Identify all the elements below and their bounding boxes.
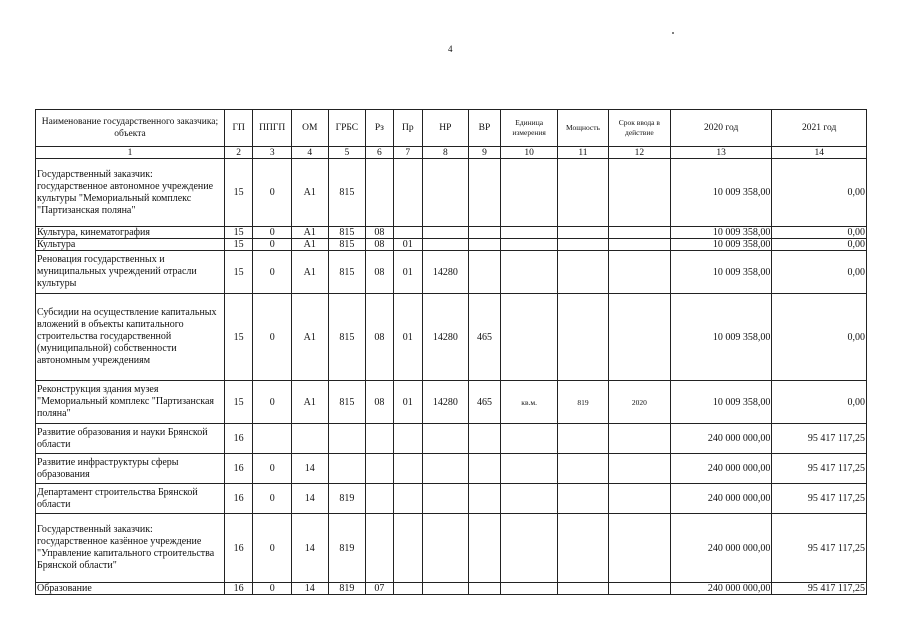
- column-number: 1: [36, 147, 225, 159]
- cell-capacity: [558, 514, 609, 583]
- cell-nr: [423, 583, 469, 595]
- cell-vr: [468, 484, 501, 514]
- cell-name: Развитие образования и науки Брянской области: [36, 424, 225, 454]
- header-capacity: Мощность: [558, 110, 609, 147]
- cell-2020: 240 000 000,00: [670, 484, 772, 514]
- header-om: ОМ: [291, 110, 328, 147]
- cell-ppgp: 0: [253, 227, 292, 239]
- cell-capacity: [558, 583, 609, 595]
- cell-unit: [501, 227, 558, 239]
- header-2020: 2020 год: [670, 110, 772, 147]
- column-number-row: [36, 147, 867, 159]
- header-unit: Единица измерения: [501, 110, 558, 147]
- cell-term: [608, 159, 670, 227]
- page-number: 4: [448, 44, 453, 54]
- cell-om: А1: [291, 294, 328, 381]
- cell-vr: [468, 454, 501, 484]
- cell-unit: [501, 424, 558, 454]
- cell-om: 14: [291, 484, 328, 514]
- cell-om: А1: [291, 239, 328, 251]
- header-rz: Рз: [366, 110, 393, 147]
- cell-2021: 0,00: [772, 159, 867, 227]
- header-nr: НР: [423, 110, 469, 147]
- cell-nr: [423, 514, 469, 583]
- cell-ppgp: 0: [253, 583, 292, 595]
- cell-name: Образование: [36, 583, 225, 595]
- cell-unit: [501, 159, 558, 227]
- header-row: [36, 110, 867, 147]
- cell-capacity: [558, 239, 609, 251]
- cell-vr: [468, 514, 501, 583]
- cell-gp: 16: [224, 583, 252, 595]
- cell-2020: 240 000 000,00: [670, 454, 772, 484]
- cell-grbs: [328, 454, 366, 484]
- cell-pr: [393, 484, 422, 514]
- cell-gp: 16: [224, 484, 252, 514]
- cell-rz: [366, 484, 393, 514]
- cell-rz: 08: [366, 227, 393, 239]
- cell-2020: 240 000 000,00: [670, 424, 772, 454]
- cell-om: А1: [291, 159, 328, 227]
- cell-term: [608, 454, 670, 484]
- cell-om: 14: [291, 583, 328, 595]
- cell-vr: [468, 424, 501, 454]
- cell-name: Департамент строительства Брянской области: [36, 484, 225, 514]
- cell-pr: [393, 583, 422, 595]
- cell-rz: 08: [366, 381, 393, 424]
- cell-ppgp: 0: [253, 454, 292, 484]
- cell-ppgp: [253, 424, 292, 454]
- cell-grbs: 819: [328, 484, 366, 514]
- cell-nr: [423, 159, 469, 227]
- cell-ppgp: 0: [253, 514, 292, 583]
- column-number: 4: [291, 147, 328, 159]
- cell-vr: 465: [468, 294, 501, 381]
- table-row: [36, 424, 867, 454]
- cell-rz: [366, 159, 393, 227]
- cell-capacity: [558, 251, 609, 294]
- cell-nr: 14280: [423, 294, 469, 381]
- cell-unit: кв.м.: [501, 381, 558, 424]
- cell-pr: 01: [393, 239, 422, 251]
- cell-pr: [393, 424, 422, 454]
- cell-nr: 14280: [423, 251, 469, 294]
- column-number: 6: [366, 147, 393, 159]
- cell-term: [608, 424, 670, 454]
- table-row: [36, 381, 867, 424]
- cell-unit: [501, 239, 558, 251]
- cell-rz: [366, 514, 393, 583]
- cell-2021: 95 417 117,25: [772, 514, 867, 583]
- cell-vr: [468, 227, 501, 239]
- cell-grbs: 815: [328, 381, 366, 424]
- cell-nr: [423, 484, 469, 514]
- table-row: [36, 159, 867, 227]
- cell-om: 14: [291, 514, 328, 583]
- cell-grbs: 819: [328, 514, 366, 583]
- cell-unit: [501, 454, 558, 484]
- cell-rz: 08: [366, 239, 393, 251]
- cell-grbs: 819: [328, 583, 366, 595]
- cell-name: Государственный заказчик: государственное автономное учреждение культуры "Мемориальный комплекс "Партизанская поляна": [36, 159, 225, 227]
- cell-gp: 15: [224, 159, 252, 227]
- cell-grbs: [328, 424, 366, 454]
- header-ppgp: ППГП: [253, 110, 292, 147]
- cell-nr: [423, 454, 469, 484]
- header-gp: ГП: [224, 110, 252, 147]
- cell-2021: 0,00: [772, 294, 867, 381]
- cell-2021: 0,00: [772, 239, 867, 251]
- cell-term: [608, 251, 670, 294]
- cell-name: Культура, кинематография: [36, 227, 225, 239]
- cell-2021: 95 417 117,25: [772, 424, 867, 454]
- cell-pr: [393, 159, 422, 227]
- cell-vr: [468, 159, 501, 227]
- cell-unit: [501, 514, 558, 583]
- cell-ppgp: 0: [253, 159, 292, 227]
- cell-2020: 10 009 358,00: [670, 159, 772, 227]
- cell-name: Государственный заказчик: государственное казённое учреждение "Управление капитального строительства Брянской области": [36, 514, 225, 583]
- cell-capacity: [558, 294, 609, 381]
- cell-rz: 08: [366, 294, 393, 381]
- cell-2021: 0,00: [772, 381, 867, 424]
- cell-pr: 01: [393, 251, 422, 294]
- cell-vr: [468, 251, 501, 294]
- cell-grbs: 815: [328, 251, 366, 294]
- cell-2020: 240 000 000,00: [670, 514, 772, 583]
- cell-name: Реконструкция здания музея "Мемориальный комплекс "Партизанская поляна": [36, 381, 225, 424]
- cell-om: А1: [291, 251, 328, 294]
- cell-pr: 01: [393, 294, 422, 381]
- table-body: [36, 159, 867, 595]
- cell-ppgp: 0: [253, 251, 292, 294]
- cell-grbs: 815: [328, 227, 366, 239]
- cell-2021: 95 417 117,25: [772, 583, 867, 595]
- column-number: 5: [328, 147, 366, 159]
- column-number: 2: [224, 147, 252, 159]
- cell-capacity: [558, 424, 609, 454]
- cell-rz: [366, 424, 393, 454]
- header-grbs: ГРБС: [328, 110, 366, 147]
- cell-2021: 95 417 117,25: [772, 454, 867, 484]
- cell-ppgp: 0: [253, 294, 292, 381]
- header-vr: ВР: [468, 110, 501, 147]
- cell-unit: [501, 583, 558, 595]
- cell-gp: 15: [224, 294, 252, 381]
- cell-gp: 15: [224, 227, 252, 239]
- table-row: [36, 227, 867, 239]
- table-row: [36, 239, 867, 251]
- cell-term: [608, 239, 670, 251]
- cell-grbs: 815: [328, 159, 366, 227]
- cell-ppgp: 0: [253, 381, 292, 424]
- cell-2020: 10 009 358,00: [670, 251, 772, 294]
- header-pr: Пр: [393, 110, 422, 147]
- budget-table: [35, 109, 867, 595]
- cell-2021: 0,00: [772, 251, 867, 294]
- cell-capacity: [558, 484, 609, 514]
- header-2021: 2021 год: [772, 110, 867, 147]
- cell-name: Реновация государственных и муниципальных учреждений отрасли культуры: [36, 251, 225, 294]
- cell-capacity: [558, 227, 609, 239]
- cell-rz: 08: [366, 251, 393, 294]
- column-number: 14: [772, 147, 867, 159]
- cell-capacity: 819: [558, 381, 609, 424]
- table-row: [36, 294, 867, 381]
- cell-nr: [423, 239, 469, 251]
- cell-2020: 10 009 358,00: [670, 294, 772, 381]
- column-number: 10: [501, 147, 558, 159]
- column-number: 11: [558, 147, 609, 159]
- cell-pr: 01: [393, 381, 422, 424]
- cell-pr: [393, 514, 422, 583]
- cell-term: [608, 227, 670, 239]
- column-number: 9: [468, 147, 501, 159]
- cell-2021: 0,00: [772, 227, 867, 239]
- cell-rz: [366, 454, 393, 484]
- header-term: Срок ввода в действие: [608, 110, 670, 147]
- cell-gp: 15: [224, 239, 252, 251]
- cell-om: А1: [291, 227, 328, 239]
- cell-capacity: [558, 454, 609, 484]
- cell-gp: 16: [224, 514, 252, 583]
- cell-gp: 16: [224, 454, 252, 484]
- cell-nr: [423, 227, 469, 239]
- cell-gp: 16: [224, 424, 252, 454]
- cell-term: [608, 583, 670, 595]
- cell-term: [608, 294, 670, 381]
- cell-nr: [423, 424, 469, 454]
- cell-name: Развитие инфраструктуры сферы образования: [36, 454, 225, 484]
- cell-om: [291, 424, 328, 454]
- table-row: [36, 251, 867, 294]
- column-number: 3: [253, 147, 292, 159]
- cell-2020: 240 000 000,00: [670, 583, 772, 595]
- column-number: 13: [670, 147, 772, 159]
- cell-2020: 10 009 358,00: [670, 239, 772, 251]
- cell-name: Культура: [36, 239, 225, 251]
- cell-capacity: [558, 159, 609, 227]
- cell-ppgp: 0: [253, 484, 292, 514]
- cell-term: [608, 484, 670, 514]
- cell-vr: [468, 583, 501, 595]
- cell-unit: [501, 294, 558, 381]
- cell-om: 14: [291, 454, 328, 484]
- cell-om: А1: [291, 381, 328, 424]
- cell-term: [608, 514, 670, 583]
- cell-pr: [393, 227, 422, 239]
- cell-2021: 95 417 117,25: [772, 484, 867, 514]
- cell-2020: 10 009 358,00: [670, 227, 772, 239]
- table-row: [36, 454, 867, 484]
- cell-gp: 15: [224, 251, 252, 294]
- header-name: Наименование государственного заказчика; объекта: [36, 110, 225, 147]
- cell-name: Субсидии на осуществление капитальных вложений в объекты капитального строительства государственной (муниципальной) собственности автономным учреждениям: [36, 294, 225, 381]
- cell-grbs: 815: [328, 239, 366, 251]
- cell-pr: [393, 454, 422, 484]
- cell-vr: 465: [468, 381, 501, 424]
- cell-grbs: 815: [328, 294, 366, 381]
- cell-unit: [501, 484, 558, 514]
- cell-gp: 15: [224, 381, 252, 424]
- column-number: 12: [608, 147, 670, 159]
- cell-vr: [468, 239, 501, 251]
- table-row: [36, 484, 867, 514]
- cell-ppgp: 0: [253, 239, 292, 251]
- cell-unit: [501, 251, 558, 294]
- column-number: 7: [393, 147, 422, 159]
- table-row: [36, 514, 867, 583]
- column-number: 8: [423, 147, 469, 159]
- cell-term: 2020: [608, 381, 670, 424]
- cell-nr: 14280: [423, 381, 469, 424]
- cell-2020: 10 009 358,00: [670, 381, 772, 424]
- cell-rz: 07: [366, 583, 393, 595]
- scan-speck: [672, 32, 674, 34]
- table-row: [36, 583, 867, 595]
